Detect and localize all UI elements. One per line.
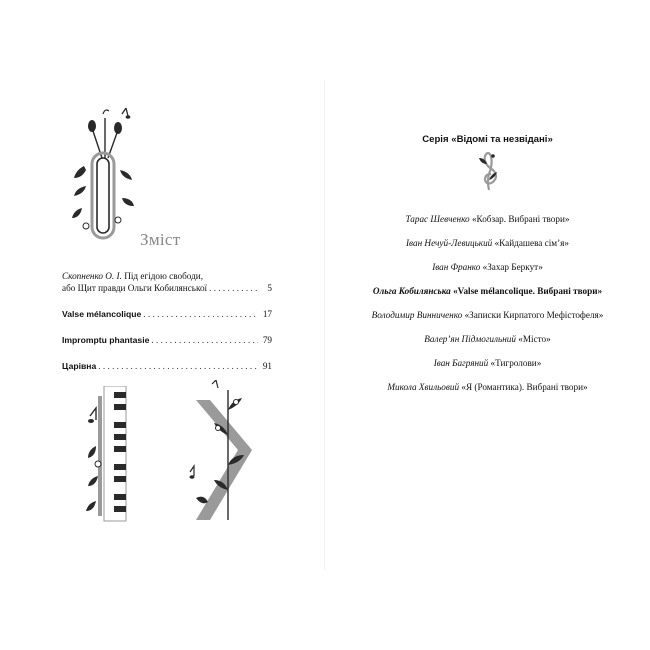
toc-author: Скопненко О. І. xyxy=(62,271,122,281)
toc-title: Valse mélancolique xyxy=(62,309,142,319)
book-title: «Тигролови» xyxy=(490,358,542,368)
piano-keys-floral-icon xyxy=(86,386,136,526)
book-item[interactable] xyxy=(325,333,650,357)
toc-title-line: або Щит правди Ольги Кобилянської xyxy=(62,283,208,293)
book-item[interactable] xyxy=(325,261,650,285)
left-page xyxy=(0,80,325,570)
book-spread xyxy=(0,80,650,570)
book-author: Микола Хвильовий xyxy=(387,382,460,392)
book-title: «Кобзар. Вибрані твори» xyxy=(471,214,570,224)
book-title: «Valse mélancolique. Вибрані твори» xyxy=(453,286,603,296)
book-title: «Місто» xyxy=(518,334,551,344)
toc-entry[interactable] xyxy=(62,360,272,372)
toc-page-number: 17 xyxy=(262,309,272,319)
book-item[interactable] xyxy=(325,309,650,333)
book-author: Ольга Кобилянська xyxy=(372,286,451,296)
clarinet-floral-icon xyxy=(70,108,140,243)
toc-page-number: 91 xyxy=(262,361,272,371)
chevron-floral-icon xyxy=(188,380,258,530)
book-author: Володимир Винниченко xyxy=(371,310,463,320)
contents-title: Зміст xyxy=(140,230,181,249)
toc-title: Царівна xyxy=(62,361,97,371)
book-item[interactable] xyxy=(325,357,650,381)
toc-page-number: 5 xyxy=(267,283,272,293)
book-author: Тарас Шевченко xyxy=(405,214,470,224)
book-author: Іван Нечуй-Левицький xyxy=(406,238,493,248)
toc-entry[interactable] xyxy=(62,308,272,320)
book-item[interactable] xyxy=(325,213,650,237)
toc-page-number: 79 xyxy=(262,335,272,345)
book-item-current[interactable] xyxy=(325,285,650,309)
book-title: «Захар Беркут» xyxy=(482,262,543,272)
book-title: «Я (Романтика). Вибрані твори» xyxy=(461,382,588,392)
toc-title-line: Під егідою свободи, xyxy=(124,271,204,281)
table-of-contents xyxy=(62,270,272,386)
book-title: «Кайдашева сім’я» xyxy=(494,238,569,248)
right-page xyxy=(325,80,650,570)
series-title: Серія «Відомі та незвідані» xyxy=(422,134,553,145)
book-author: Іван Багряний xyxy=(433,358,489,368)
book-title: «Записки Кирпатого Мефістофеля» xyxy=(464,310,604,320)
book-item[interactable] xyxy=(325,381,650,405)
book-author: Іван Франко xyxy=(432,262,481,272)
series-book-list xyxy=(325,213,650,405)
book-item[interactable] xyxy=(325,237,650,261)
toc-title: Impromptu phantasie xyxy=(62,335,150,345)
toc-entry[interactable] xyxy=(62,334,272,346)
book-author: Валер’ян Підмогильний xyxy=(424,334,516,344)
toc-entry[interactable] xyxy=(62,270,272,294)
treble-clef-floral-icon xyxy=(477,150,501,192)
